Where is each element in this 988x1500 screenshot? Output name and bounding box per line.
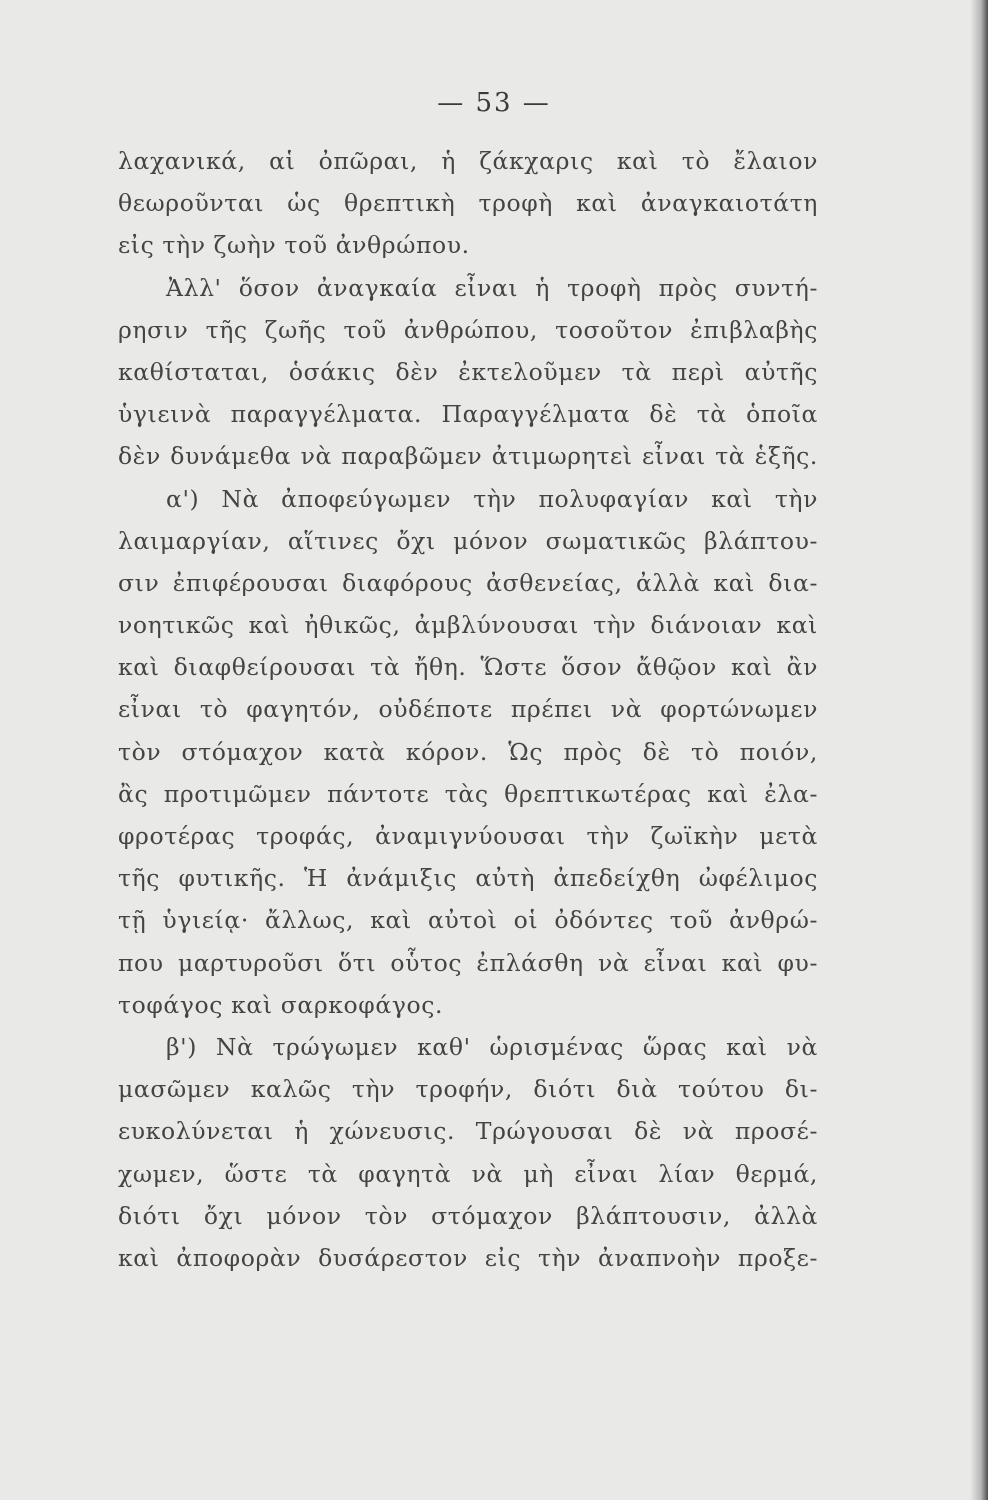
text-line: ἂς προτιμῶμεν πάντοτε τὰς θρεπτικωτέρας καὶ ἐλα- [118,779,818,808]
text-line: μασῶμεν καλῶς τὴν τροφήν, διότι διὰ τούτου δι- [118,1075,818,1104]
page-number: — 53 — [437,88,551,118]
text-line: λαιμαργίαν, αἵτινες ὄχι μόνον σωματικῶς βλάπτου- [118,526,818,555]
text-line: τῇ ὑγιείᾳ· ἄλλως, καὶ αὐτοὶ οἱ ὀδόντες τοῦ ἀνθρώ- [118,906,818,935]
text-line: καὶ διαφθείρουσαι τὰ ἤθη. Ὥστε ὅσον ἄθῷον καὶ ἂν [118,653,818,682]
text-line: καθίσταται, ὁσάκις δὲν ἐκτελοῦμεν τὰ περὶ αὐτῆς [118,357,818,386]
text-line: ευκολύνεται ἡ χώνευσις. Τρώγουσαι δὲ νὰ προσέ- [118,1117,818,1146]
text-line: ὑγιεινὰ παραγγέλματα. Παραγγέλματα δὲ τὰ ὁποῖα [118,400,818,429]
text-line: θεωροῦνται ὡς θρεπτικὴ τροφὴ καὶ ἀναγκαιοτάτη [118,189,818,218]
text-line: τῆς φυτικῆς. Ἡ ἀνάμιξις αὐτὴ ἀπεδείχθη ὠφέλιμος [118,864,818,893]
text-line: καὶ ἀποφορὰν δυσάρεστον εἰς τὴν ἀναπνοὴν προξε- [118,1243,818,1272]
text-line: ρησιν τῆς ζωῆς τοῦ ἀνθρώπου, τοσοῦτον ἐπιβλαβὴς [118,315,818,344]
text-line: διότι ὄχι μόνον τὸν στόμαχον βλάπτουσιν, ἀλλὰ [118,1201,818,1230]
text-line: που μαρτυροῦσι ὅτι οὗτος ἐπλάσθη νὰ εἶναι καὶ φυ- [118,948,818,977]
text-line: Ἀλλ' ὅσον ἀναγκαία εἶναι ἡ τροφὴ πρὸς συντή- [166,273,818,302]
text-line: εἶναι τὸ φαγητόν, οὐδέποτε πρέπει νὰ φορτώνωμεν [118,695,818,724]
text-line: τοφάγος καὶ σαρκοφάγος. [118,990,444,1019]
text-line: τὸν στόμαχον κατὰ κόρον. Ὡς πρὸς δὲ τὸ ποιόν, [118,737,818,766]
text-line: δὲν δυνάμεθα νὰ παραβῶμεν ἀτιμωρητεὶ εἶναι τὰ ἑξῆς. [118,442,818,471]
text-line: α') Νὰ ἀποφεύγωμεν τὴν πολυφαγίαν καὶ τὴν [166,484,818,513]
text-line: σιν ἐπιφέρουσαι διαφόρους ἀσθενείας, ἀλλὰ καὶ δια- [118,568,818,597]
text-line: νοητικῶς καὶ ἠθικῶς, ἀμβλύνουσαι τὴν διάνοιαν καὶ [118,611,818,640]
text-line: εἰς τὴν ζωὴν τοῦ ἀνθρώπου. [118,231,470,260]
text-line: β') Νὰ τρώγωμεν καθ' ὡρισμένας ὥρας καὶ νὰ [166,1032,818,1061]
text-line: φροτέρας τροφάς, ἀναμιγνύουσαι τὴν ζωϊκὴν μετὰ [118,822,818,850]
text-line: χωμεν, ὥστε τὰ φαγητὰ νὰ μὴ εἶναι λίαν θερμά, [118,1159,818,1188]
text-line: λαχανικά, αἱ ὀπῶραι, ἡ ζάκχαρις καὶ τὸ ἔλαιον [118,147,818,175]
body-text [118,140,818,1279]
